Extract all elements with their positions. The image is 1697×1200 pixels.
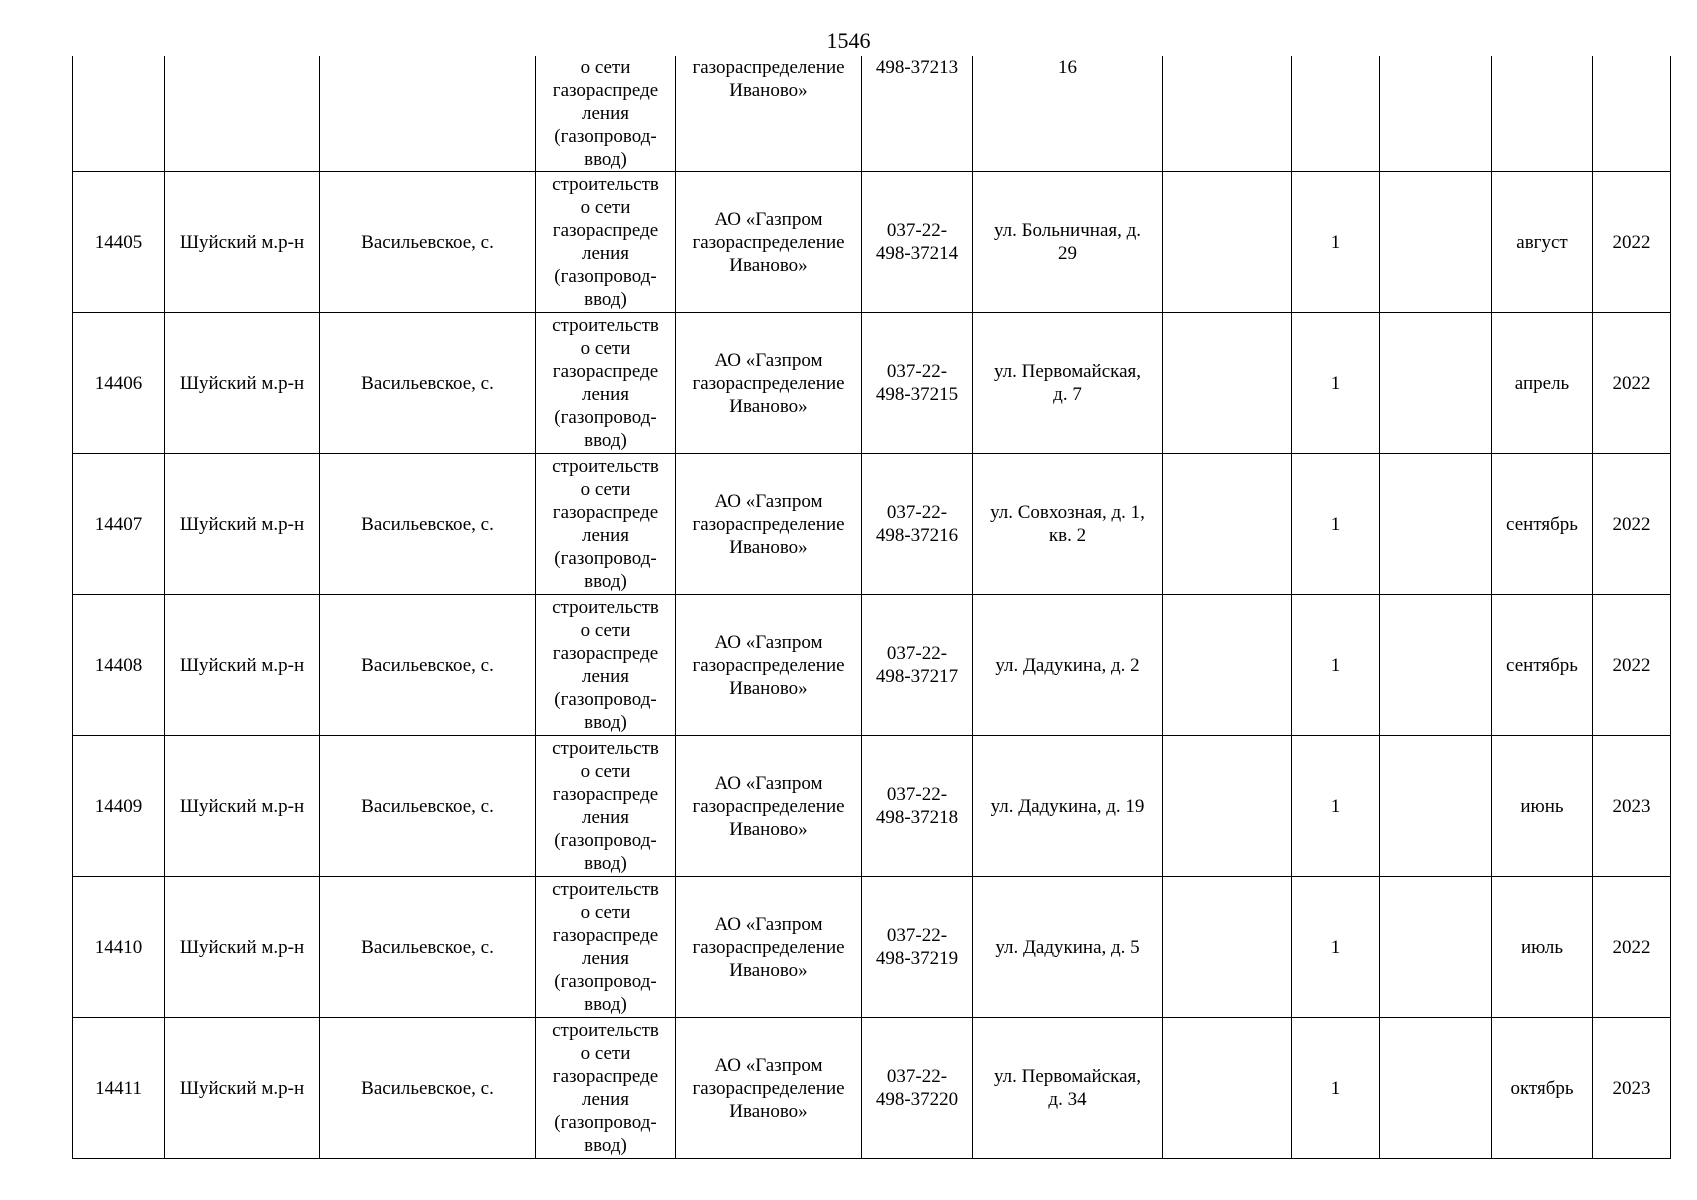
code-line: 037-22-: [886, 784, 948, 805]
work-line: о сети: [580, 338, 631, 359]
work-line: (газопровод-: [554, 689, 657, 710]
cell-empty: [1163, 454, 1292, 595]
work-line: газораспреде: [552, 925, 659, 946]
table-row: [73, 736, 1671, 877]
cell-empty: [1380, 877, 1492, 1018]
cell-empty: [1380, 313, 1492, 454]
work-line: ввод): [584, 994, 627, 1015]
code-line: 498-37216: [875, 525, 959, 546]
work-line: ввод): [584, 430, 627, 451]
cell-month: август: [1492, 172, 1593, 313]
organization-line: газораспределение: [692, 57, 845, 78]
cell-count: 1: [1292, 454, 1380, 595]
code-line: 498-37220: [875, 1089, 959, 1110]
organization-line: Иваново»: [729, 395, 808, 417]
work-line: о сети: [580, 1043, 631, 1064]
organization-line: Иваново»: [729, 959, 808, 981]
cell-year: 2023: [1593, 736, 1671, 877]
organization-line: газораспределение: [692, 654, 845, 676]
cell-count: 1: [1292, 313, 1380, 454]
cell-empty: [1380, 736, 1492, 877]
cell-empty: [1163, 1018, 1292, 1159]
cell-address: [973, 595, 1163, 736]
cell-code: [862, 313, 973, 454]
cell-empty: [1163, 877, 1292, 1018]
organization-line: газораспределение: [692, 795, 845, 817]
cell-district: Шуйский м.р-н: [165, 595, 320, 736]
work-line: строительств: [552, 879, 659, 900]
work-line: ления: [582, 807, 629, 828]
table-row-continued: [73, 56, 1671, 172]
cell-empty: [1163, 172, 1292, 313]
table-row: [73, 313, 1671, 454]
cell-num: 14410: [73, 877, 165, 1018]
cell-count: 1: [1292, 736, 1380, 877]
work-line: газораспреде: [552, 502, 659, 523]
code-line: 498-37215: [875, 384, 959, 405]
cell-num: 14407: [73, 454, 165, 595]
cell-num: 14411: [73, 1018, 165, 1159]
cell-empty: [1380, 172, 1492, 313]
table-row: [73, 172, 1671, 313]
address-line: ул. Дадукина, д. 19: [990, 795, 1145, 817]
cell-work: [536, 595, 676, 736]
cell-organization: [676, 56, 862, 172]
work-line: строительств: [552, 315, 659, 336]
work-line: газораспреде: [552, 643, 659, 664]
work-line: ввод): [584, 1135, 627, 1156]
work-line: (газопровод-: [554, 830, 657, 851]
cell-empty: [1380, 1018, 1492, 1159]
organization-line: газораспределение: [692, 513, 845, 535]
cell-organization: [676, 736, 862, 877]
cell-settlement: Васильевское, с.: [320, 172, 536, 313]
cell-work: [536, 56, 676, 172]
address-line: д. 34: [1048, 1089, 1087, 1110]
cell-year: 2022: [1593, 313, 1671, 454]
cell-num: 14409: [73, 736, 165, 877]
cell-count: 1: [1292, 877, 1380, 1018]
cell-code: [862, 595, 973, 736]
cell-year: [1593, 56, 1671, 172]
cell-organization: [676, 313, 862, 454]
work-line: строительств: [552, 174, 659, 195]
organization-line: АО «Газпром: [714, 772, 823, 794]
organization-line: Иваново»: [729, 254, 808, 276]
cell-empty: [1380, 595, 1492, 736]
cell-empty: [1380, 454, 1492, 595]
organization-line: Иваново»: [729, 80, 808, 101]
cell-code: [862, 454, 973, 595]
cell-month: июль: [1492, 877, 1593, 1018]
cell-num: 14408: [73, 595, 165, 736]
code-line: 498-37217: [875, 666, 959, 687]
gas-connection-table: [72, 56, 1671, 1159]
organization-line: АО «Газпром: [714, 490, 823, 512]
cell-settlement: [320, 56, 536, 172]
cell-address: [973, 877, 1163, 1018]
cell-num: 14406: [73, 313, 165, 454]
cell-month: июнь: [1492, 736, 1593, 877]
cell-district: Шуйский м.р-н: [165, 313, 320, 454]
work-line: о сети: [580, 620, 631, 641]
cell-settlement: Васильевское, с.: [320, 454, 536, 595]
cell-settlement: Васильевское, с.: [320, 595, 536, 736]
cell-empty: [1163, 56, 1292, 172]
cell-district: [165, 56, 320, 172]
code-line: 498-37218: [875, 807, 959, 828]
organization-line: Иваново»: [729, 677, 808, 699]
code-line: 037-22-: [886, 220, 948, 241]
code-line: 498-37214: [875, 243, 959, 264]
organization-line: газораспределение: [692, 936, 845, 958]
organization-line: АО «Газпром: [714, 631, 823, 653]
work-line: газораспреде: [552, 80, 659, 101]
cell-district: Шуйский м.р-н: [165, 454, 320, 595]
work-line: о сети: [580, 902, 631, 923]
cell-address: [973, 1018, 1163, 1159]
work-line: строительств: [552, 1020, 659, 1041]
cell-code: [862, 1018, 973, 1159]
cell-year: 2022: [1593, 877, 1671, 1018]
code-line: 037-22-: [886, 1066, 948, 1087]
cell-settlement: Васильевское, с.: [320, 1018, 536, 1159]
address-line: ул. Больничная, д.: [993, 220, 1142, 241]
work-line: (газопровод-: [554, 971, 657, 992]
cell-work: [536, 877, 676, 1018]
work-line: газораспреде: [552, 220, 659, 241]
organization-line: Иваново»: [729, 818, 808, 840]
cell-work: [536, 1018, 676, 1159]
page-number: 1546: [826, 28, 871, 53]
cell-organization: [676, 1018, 862, 1159]
cell-address: [973, 56, 1163, 172]
cell-address: [973, 313, 1163, 454]
cell-district: Шуйский м.р-н: [165, 736, 320, 877]
code-line: 037-22-: [886, 643, 948, 664]
work-line: газораспреде: [552, 784, 659, 805]
organization-line: АО «Газпром: [714, 349, 823, 371]
cell-empty: [1163, 595, 1292, 736]
organization-line: газораспределение: [692, 372, 845, 394]
work-line: ввод): [584, 853, 627, 874]
cell-empty: [1380, 56, 1492, 172]
cell-year: 2022: [1593, 595, 1671, 736]
work-line: ввод): [584, 149, 627, 170]
cell-year: 2022: [1593, 454, 1671, 595]
code-line: 498-37213: [875, 57, 959, 78]
work-line: ввод): [584, 712, 627, 733]
table-row: [73, 1018, 1671, 1159]
address-line: 29: [1058, 243, 1077, 264]
address-line: 16: [1058, 57, 1077, 78]
cell-code: [862, 877, 973, 1018]
work-line: строительств: [552, 738, 659, 759]
work-line: ления: [582, 948, 629, 969]
work-line: ления: [582, 1089, 629, 1110]
code-line: 498-37219: [875, 948, 959, 969]
cell-district: Шуйский м.р-н: [165, 172, 320, 313]
code-line: 037-22-: [886, 361, 948, 382]
cell-settlement: Васильевское, с.: [320, 877, 536, 1018]
address-line: д. 7: [1053, 384, 1082, 405]
cell-month: сентябрь: [1492, 454, 1593, 595]
work-line: ления: [582, 103, 629, 124]
cell-district: Шуйский м.р-н: [165, 877, 320, 1018]
cell-month: сентябрь: [1492, 595, 1593, 736]
cell-work: [536, 736, 676, 877]
address-line: ул. Дадукина, д. 5: [995, 936, 1140, 958]
cell-code: [862, 172, 973, 313]
cell-work: [536, 172, 676, 313]
work-line: о сети: [580, 479, 631, 500]
work-line: (газопровод-: [554, 548, 657, 569]
work-line: газораспреде: [552, 1066, 659, 1087]
address-line: ул. Первомайская,: [993, 1066, 1142, 1087]
cell-district: Шуйский м.р-н: [165, 1018, 320, 1159]
work-line: ления: [582, 666, 629, 687]
address-line: ул. Дадукина, д. 2: [995, 654, 1140, 676]
work-line: о сети: [580, 761, 631, 782]
table-row: [73, 454, 1671, 595]
cell-organization: [676, 172, 862, 313]
cell-month: [1492, 56, 1593, 172]
cell-address: [973, 736, 1163, 877]
table-row: [73, 877, 1671, 1018]
organization-line: АО «Газпром: [714, 208, 823, 230]
cell-organization: [676, 454, 862, 595]
work-line: (газопровод-: [554, 1112, 657, 1133]
work-line: газораспреде: [552, 361, 659, 382]
address-line: кв. 2: [1048, 525, 1087, 546]
cell-address: [973, 172, 1163, 313]
work-line: строительств: [552, 597, 659, 618]
organization-line: Иваново»: [729, 1100, 808, 1122]
organization-line: АО «Газпром: [714, 1054, 823, 1076]
cell-year: 2022: [1593, 172, 1671, 313]
cell-num: [73, 56, 165, 172]
work-line: ления: [582, 525, 629, 546]
code-line: 037-22-: [886, 925, 948, 946]
work-line: ления: [582, 243, 629, 264]
work-line: строительств: [552, 456, 659, 477]
cell-empty: [1163, 313, 1292, 454]
cell-count: 1: [1292, 172, 1380, 313]
cell-count: 1: [1292, 595, 1380, 736]
cell-num: 14405: [73, 172, 165, 313]
organization-line: Иваново»: [729, 536, 808, 558]
cell-address: [973, 454, 1163, 595]
table-body: [73, 56, 1671, 1159]
organization-line: газораспределение: [692, 1077, 845, 1099]
cell-settlement: Васильевское, с.: [320, 313, 536, 454]
cell-code: [862, 56, 973, 172]
cell-count: 1: [1292, 1018, 1380, 1159]
work-line: ввод): [584, 571, 627, 592]
cell-organization: [676, 595, 862, 736]
work-line: ления: [582, 384, 629, 405]
cell-year: 2023: [1593, 1018, 1671, 1159]
cell-work: [536, 313, 676, 454]
cell-organization: [676, 877, 862, 1018]
organization-line: газораспределение: [692, 231, 845, 253]
work-line: о сети: [580, 197, 631, 218]
work-line: (газопровод-: [554, 407, 657, 428]
cell-work: [536, 454, 676, 595]
table-row: [73, 595, 1671, 736]
work-line: (газопровод-: [554, 126, 657, 147]
cell-empty: [1163, 736, 1292, 877]
organization-line: АО «Газпром: [714, 913, 823, 935]
cell-count: [1292, 56, 1380, 172]
cell-month: апрель: [1492, 313, 1593, 454]
work-line: о сети: [580, 57, 631, 78]
address-line: ул. Совхозная, д. 1,: [990, 502, 1145, 523]
work-line: (газопровод-: [554, 266, 657, 287]
work-line: ввод): [584, 289, 627, 310]
cell-code: [862, 736, 973, 877]
cell-settlement: Васильевское, с.: [320, 736, 536, 877]
code-line: 037-22-: [886, 502, 948, 523]
cell-month: октябрь: [1492, 1018, 1593, 1159]
address-line: ул. Первомайская,: [993, 361, 1142, 382]
